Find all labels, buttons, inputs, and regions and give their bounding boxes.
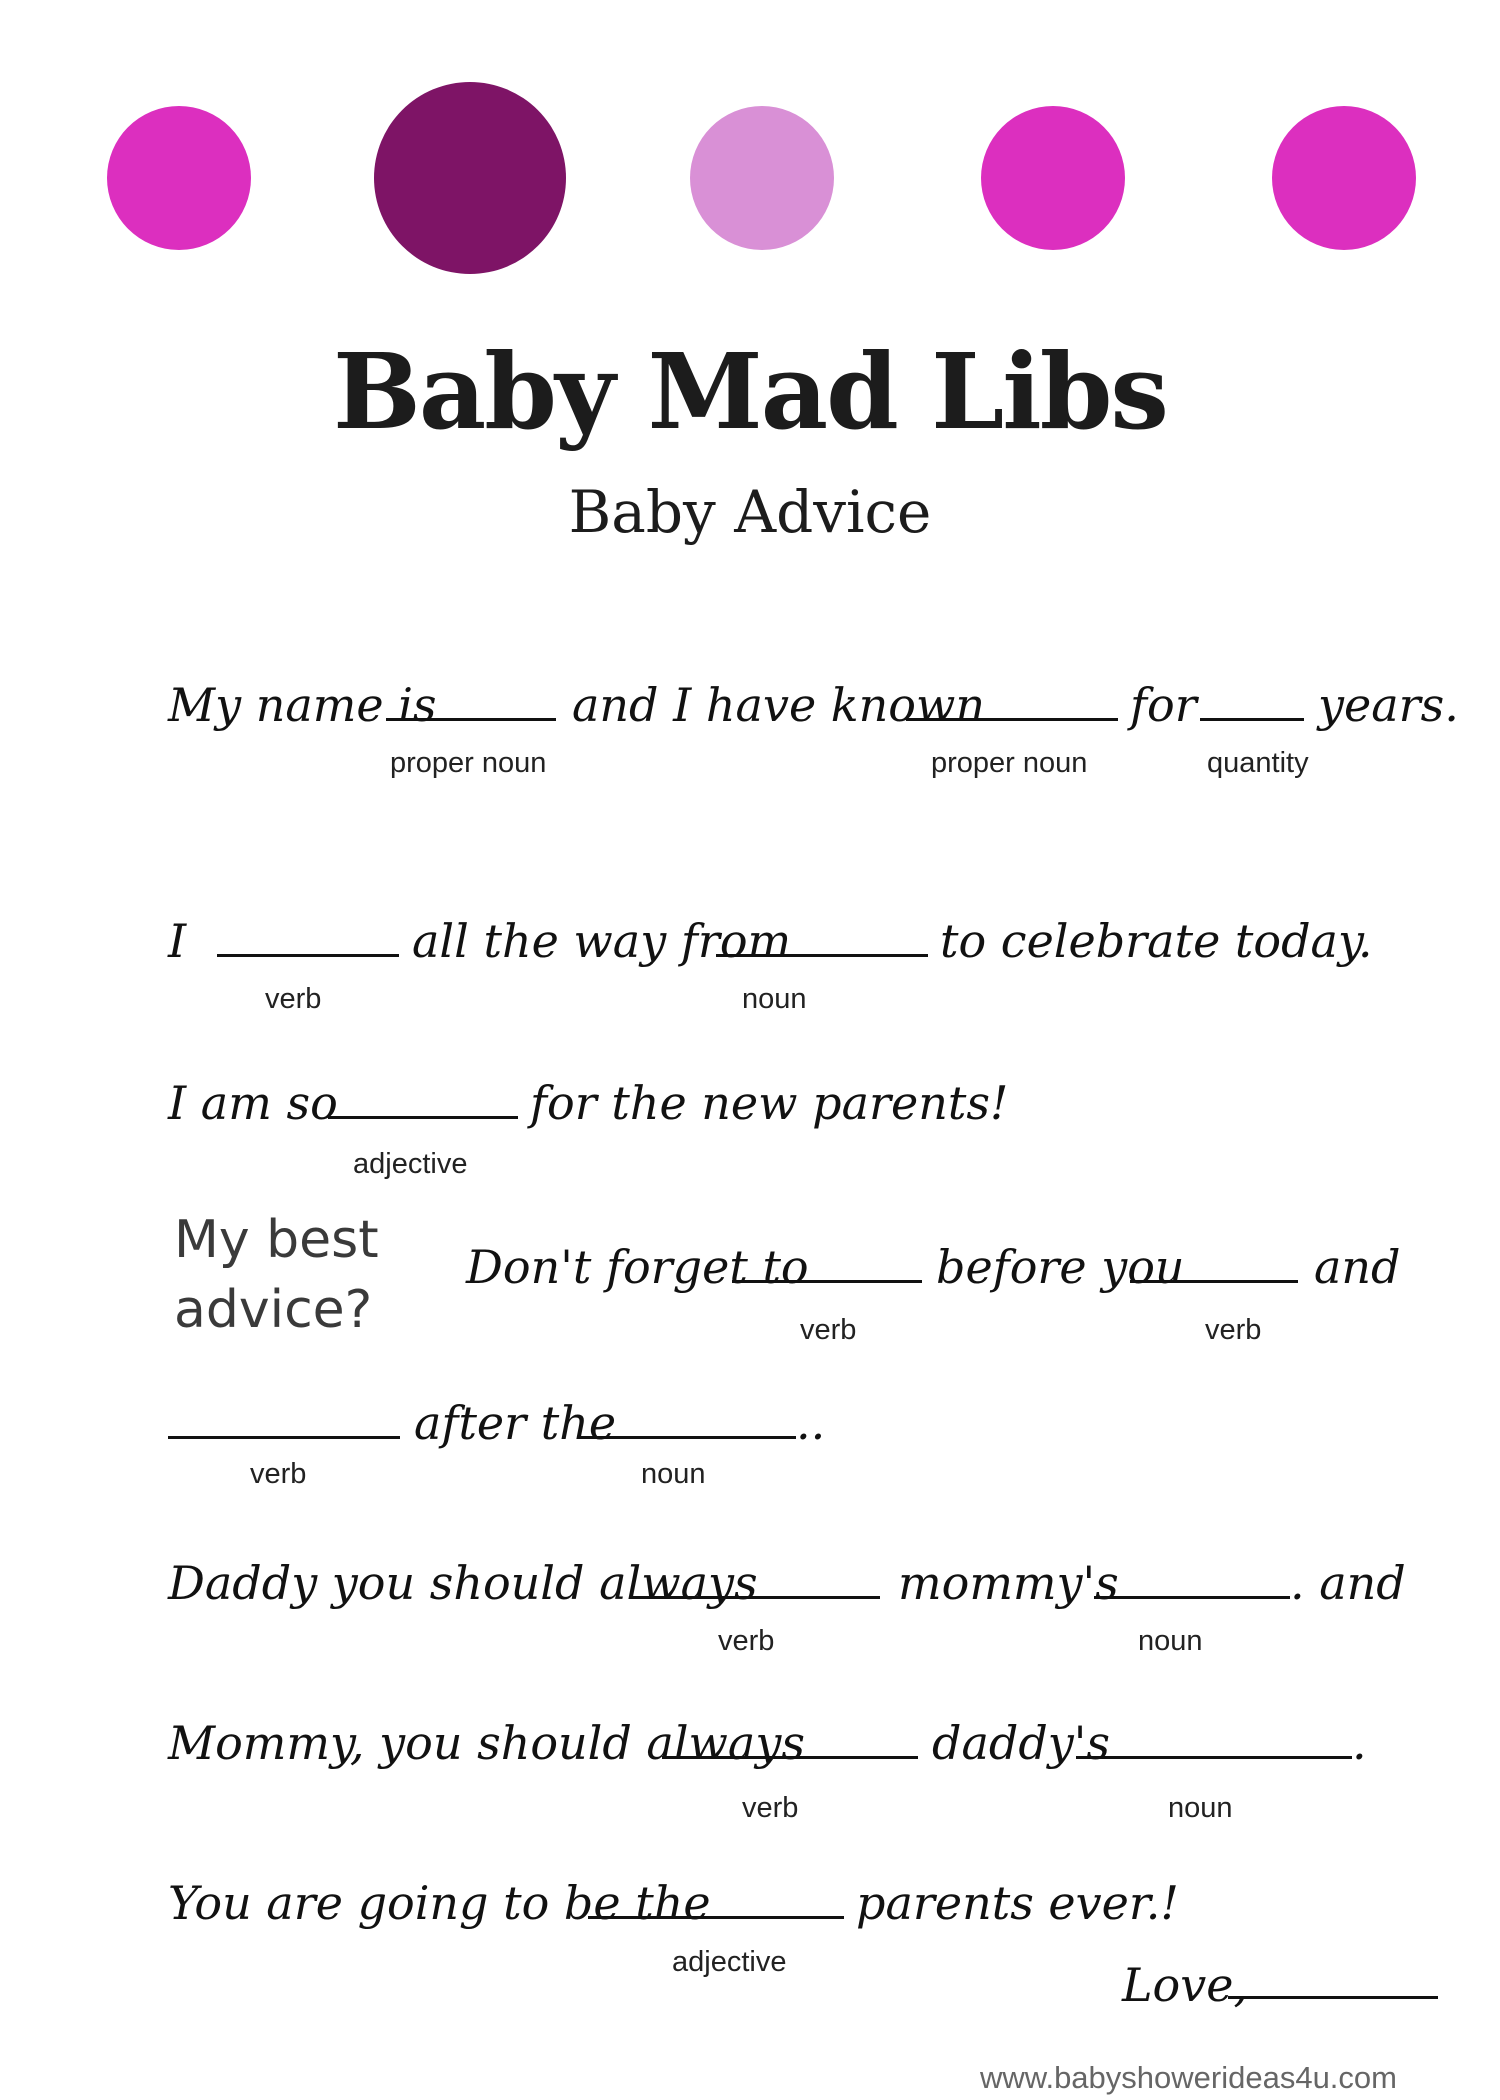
footer-url[interactable]: www.babyshowerideas4u.com	[980, 2060, 1397, 2095]
line5-blank-1[interactable]	[168, 1436, 400, 1439]
line1-blank-3[interactable]	[1200, 718, 1304, 721]
closing-text: Love,	[1122, 1958, 1249, 2012]
line2-blank-2[interactable]	[716, 954, 928, 957]
line7-label-1: verb	[742, 1792, 799, 1824]
line5-text-2: ..	[796, 1396, 826, 1450]
line4-text-1: Don't forget to	[466, 1240, 809, 1294]
line4-text-3: and	[1314, 1240, 1401, 1294]
line1-label-3: quantity	[1207, 747, 1309, 779]
line3-blank-1[interactable]	[328, 1116, 518, 1119]
signature-blank[interactable]	[1228, 1996, 1438, 1999]
pink-dot-3	[1272, 106, 1416, 250]
light-pink-dot	[690, 106, 834, 250]
line2-label-2: noun	[742, 983, 807, 1015]
line1-label-2: proper noun	[931, 747, 1088, 779]
line5-label-2: noun	[641, 1458, 706, 1490]
line8-label-1: adjective	[672, 1946, 787, 1978]
line7-text-1: Mommy, you should always	[168, 1716, 805, 1770]
line7-blank-2[interactable]	[1076, 1756, 1352, 1759]
line8-text-2: parents ever.!	[856, 1876, 1179, 1930]
line2-text-3: to celebrate today.	[940, 914, 1373, 968]
line5-blank-2[interactable]	[578, 1436, 796, 1439]
line3-text-2: for the new parents!	[530, 1076, 1009, 1130]
line6-blank-1[interactable]	[630, 1596, 880, 1599]
pink-dot-1	[107, 106, 251, 250]
line7-label-2: noun	[1168, 1792, 1233, 1824]
line3-text-1: I am so	[168, 1076, 338, 1130]
line6-blank-2[interactable]	[1094, 1596, 1290, 1599]
line6-text-2: mommy's	[898, 1556, 1119, 1610]
line1-text-1: My name is	[168, 678, 437, 732]
line2-text-2: all the way from	[412, 914, 792, 968]
line1-blank-1[interactable]	[386, 718, 556, 721]
line4-blank-1[interactable]	[732, 1280, 922, 1283]
pink-dot-2	[981, 106, 1125, 250]
line7-text-2: daddy's	[932, 1716, 1111, 1770]
line1-text-3: for	[1130, 678, 1197, 732]
advice-heading: My best advice?	[174, 1210, 379, 1340]
line6-label-1: verb	[718, 1625, 775, 1657]
line4-text-2: before you	[936, 1240, 1185, 1294]
line6-label-2: noun	[1138, 1625, 1203, 1657]
page-title: Baby Mad Libs	[333, 330, 1167, 453]
line5-label-1: verb	[250, 1458, 307, 1490]
line6-text-3: . and	[1290, 1556, 1406, 1610]
line7-text-3: .	[1352, 1716, 1367, 1770]
line4-label-2: verb	[1205, 1314, 1262, 1346]
line4-blank-2[interactable]	[1130, 1280, 1298, 1283]
line8-blank-1[interactable]	[588, 1916, 844, 1919]
purple-dot	[374, 82, 566, 274]
line1-blank-2[interactable]	[906, 718, 1118, 721]
line6-text-1: Daddy you should always	[168, 1556, 758, 1610]
line8-text-1: You are going to be the	[168, 1876, 711, 1930]
line3-label-1: adjective	[353, 1148, 468, 1180]
page-subtitle: Baby Advice	[568, 478, 932, 546]
line2-blank-1[interactable]	[217, 954, 399, 957]
line5-text-1: after the	[414, 1396, 617, 1450]
line1-text-4: years.	[1318, 678, 1459, 732]
line1-text-2: and I have known	[572, 678, 985, 732]
line2-text-1: I	[168, 914, 187, 968]
line7-blank-1[interactable]	[662, 1756, 918, 1759]
line1-label-1: proper noun	[390, 747, 547, 779]
line4-label-1: verb	[800, 1314, 857, 1346]
line2-label-1: verb	[265, 983, 322, 1015]
